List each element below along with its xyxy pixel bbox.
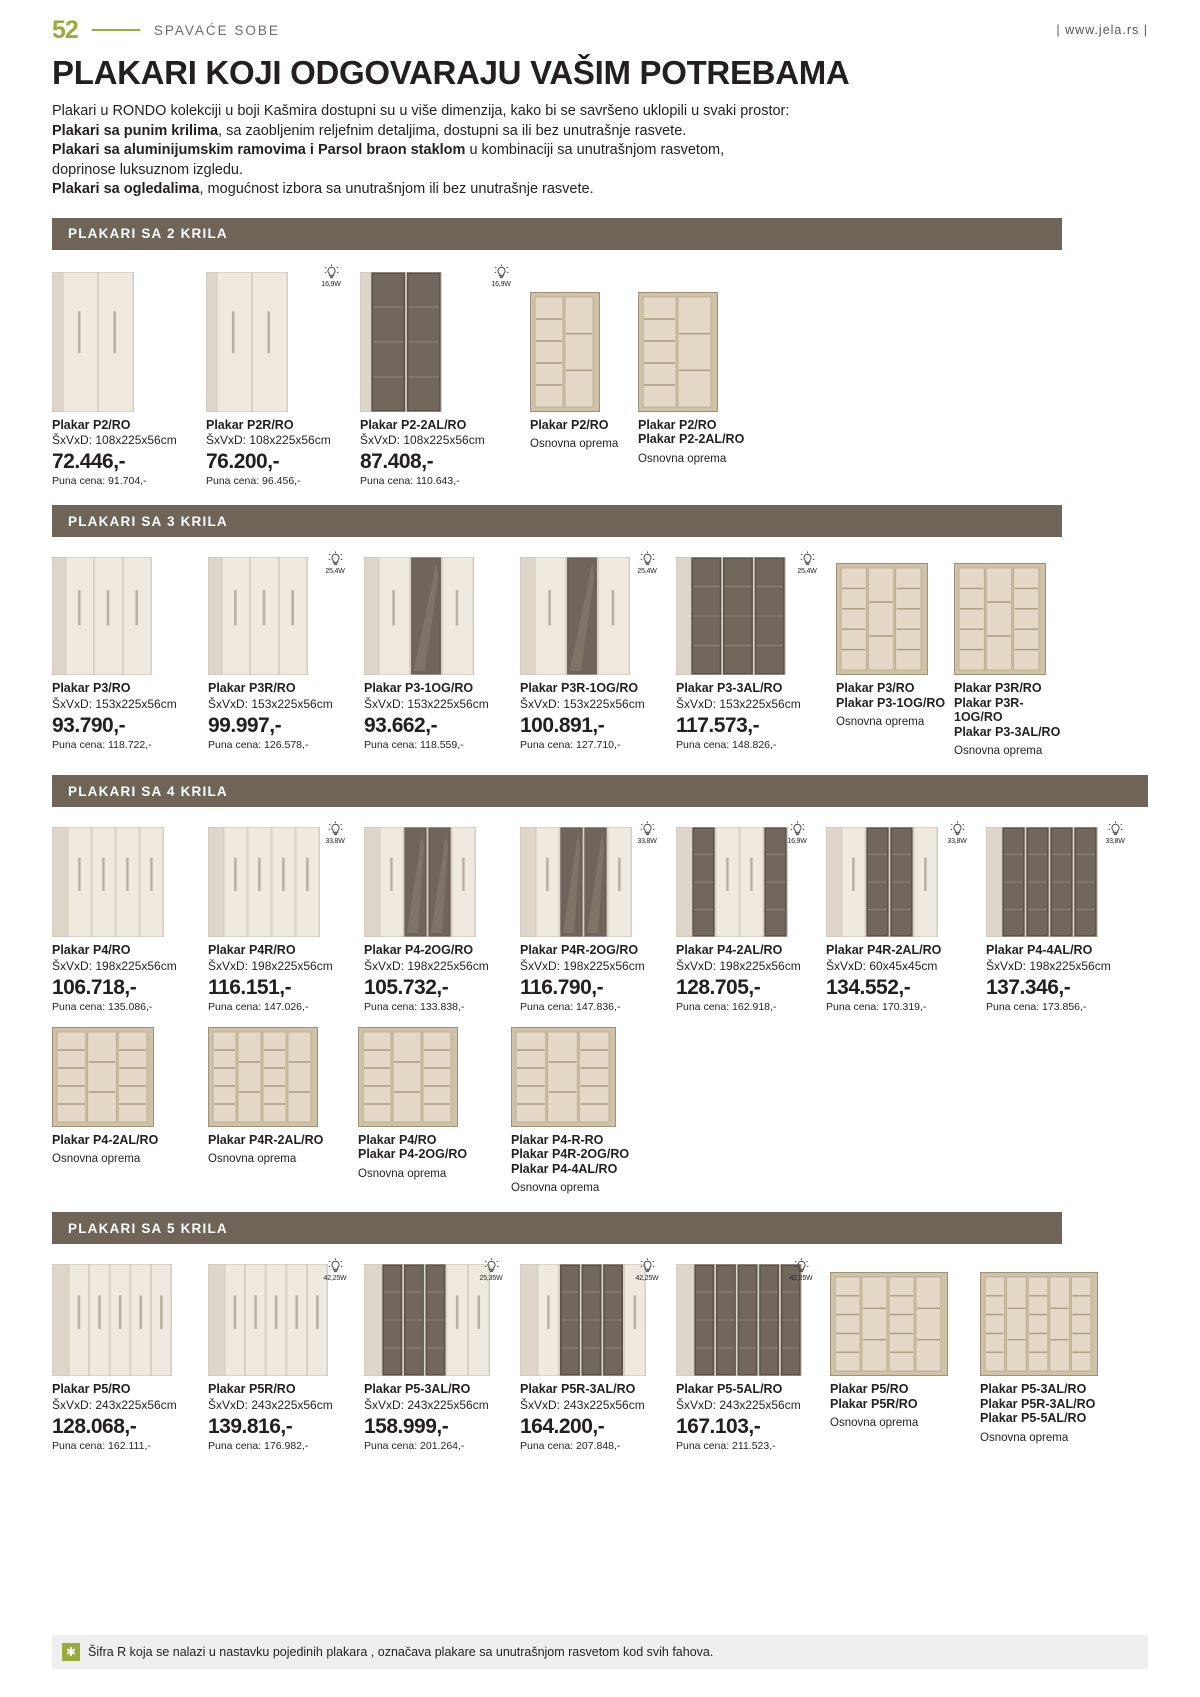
product-dimensions: ŠxVxD: 60x45x45cm <box>826 958 938 973</box>
product-row-3-doors <box>52 549 1148 757</box>
group-band-3-doors: PLAKARI SA 3 KRILA <box>52 505 1062 537</box>
product-name <box>52 681 200 696</box>
product-basic-equipment: Osnovna oprema <box>830 1417 919 1429</box>
product-card[interactable] <box>208 1256 356 1452</box>
product-name-line: Plakar P2/RO <box>638 417 717 432</box>
product-name-line: Plakar P3R-1OG/RO <box>520 681 639 695</box>
lamp-wattage: 25,4W <box>637 568 657 575</box>
product-caption <box>520 681 668 751</box>
lamp-icon <box>318 551 352 575</box>
product-caption <box>530 418 630 451</box>
product-image <box>208 1023 350 1127</box>
product-price: 106.718,- <box>52 975 137 999</box>
product-image <box>520 1256 668 1376</box>
product-image <box>520 819 668 937</box>
product-dimensions: ŠxVxD: 153x225x56cm <box>364 696 489 711</box>
product-card[interactable] <box>208 819 356 1013</box>
product-basic-equipment: Osnovna oprema <box>511 1182 600 1194</box>
footnote <box>52 1635 1148 1669</box>
product-basic-equipment: Osnovna oprema <box>638 452 727 465</box>
product-card[interactable] <box>511 1023 661 1195</box>
product-name-line: Plakar P4R-2AL/RO <box>826 943 942 957</box>
product-name <box>52 1382 200 1397</box>
product-price: 87.408,- <box>360 450 434 473</box>
product-card[interactable] <box>52 1256 200 1452</box>
product-caption <box>52 681 200 751</box>
product-caption <box>208 1382 356 1452</box>
product-dimensions: ŠxVxD: 108x225x56cm <box>52 433 177 447</box>
product-price: 167.103,- <box>676 1414 761 1438</box>
product-old-price: Puna cena: 118.722,- <box>52 738 152 751</box>
group-band-5-doors: PLAKARI SA 5 KRILA <box>52 1212 1062 1244</box>
product-old-price: Puna cena: 162.111,- <box>52 1439 151 1452</box>
intro-text <box>52 102 1148 200</box>
product-image <box>208 819 356 937</box>
product-name-line: Plakar P2/RO <box>530 417 609 432</box>
product-name <box>836 681 946 710</box>
product-name <box>511 1133 661 1177</box>
product-old-price: Puna cena: 96.456,- <box>206 475 301 487</box>
product-caption <box>830 1382 972 1429</box>
product-price: 93.662,- <box>364 713 438 737</box>
product-old-price: Puna cena: 91.704,- <box>52 475 147 487</box>
lamp-wattage: 33,8W <box>637 838 657 845</box>
product-name-line: Plakar P4-2OG/RO <box>358 1147 468 1161</box>
lamp-icon <box>630 551 664 575</box>
section-title: SPAVAĆE SOBE <box>153 22 280 38</box>
product-price: 128.068,- <box>52 1414 137 1438</box>
product-basic-equipment: Osnovna oprema <box>980 1431 1069 1444</box>
product-name <box>208 1133 350 1148</box>
product-price: 116.790,- <box>520 975 604 999</box>
product-name <box>980 1382 1100 1426</box>
product-image <box>52 819 200 937</box>
product-name-line: Plakar P3-3AL/RO <box>676 681 783 695</box>
product-caption <box>52 1382 200 1452</box>
product-name-line: Plakar P3/RO <box>836 681 915 695</box>
product-card[interactable] <box>360 262 522 488</box>
product-name-line: Plakar P2/RO <box>52 417 131 432</box>
product-old-price: Puna cena: 162.918,- <box>676 1000 777 1013</box>
product-image <box>364 549 512 675</box>
product-name-line: Plakar P4-R-RO <box>511 1132 604 1147</box>
product-name <box>520 1382 668 1397</box>
product-name-line: Plakar P5R/RO <box>208 1382 296 1396</box>
product-name-line: Plakar P5R-3AL/RO <box>980 1396 1096 1411</box>
product-card[interactable] <box>52 262 198 488</box>
product-caption <box>520 1382 668 1452</box>
product-image <box>986 819 1136 937</box>
lamp-wattage: 16,9W <box>491 280 511 288</box>
product-name <box>52 943 200 958</box>
lamp-icon <box>790 551 824 575</box>
product-row-2-doors <box>52 262 1148 488</box>
product-old-price: Puna cena: 201.264,- <box>364 1439 465 1452</box>
product-name-line: Plakar P5-3AL/RO <box>980 1382 1087 1396</box>
product-basic-equipment: Osnovna oprema <box>836 716 925 728</box>
product-name-line: Plakar P4/RO <box>52 943 131 957</box>
product-old-price: Puna cena: 147.026,- <box>208 1000 309 1013</box>
product-name-line: Plakar P3-1OG/RO <box>836 695 946 710</box>
intro-line-3 <box>52 141 1148 161</box>
product-dimensions: ŠxVxD: 153x225x56cm <box>520 696 645 711</box>
product-old-price: Puna cena: 126.578,- <box>208 738 309 751</box>
product-caption <box>208 681 356 751</box>
group-band-4-doors: PLAKARI SA 4 KRILA <box>52 775 1148 807</box>
product-dimensions: ŠxVxD: 198x225x56cm <box>520 958 645 973</box>
product-name <box>520 681 668 696</box>
product-name-line: Plakar P5/RO <box>830 1382 909 1396</box>
product-caption <box>52 418 198 488</box>
product-old-price: Puna cena: 135.086,- <box>52 1000 153 1013</box>
product-name <box>364 1382 512 1397</box>
lamp-icon <box>484 264 518 288</box>
product-name <box>208 681 356 696</box>
product-card[interactable] <box>676 1256 822 1452</box>
product-name-line: Plakar P4-2AL/RO <box>676 943 783 957</box>
product-caption <box>52 943 200 1013</box>
intro-line-5-rest: , mogućnost izbora sa unutrašnjom ili bez unutrašnje rasvete. <box>199 181 594 197</box>
product-caption <box>511 1133 661 1195</box>
product-basic-equipment: Osnovna oprema <box>530 438 619 450</box>
lamp-icon <box>630 1258 664 1282</box>
product-card[interactable] <box>676 819 818 1013</box>
product-name-line: Plakar P2R/RO <box>206 417 294 432</box>
product-name-line: Plakar P4R-2OG/RO <box>520 943 639 957</box>
product-caption <box>520 943 668 1013</box>
product-card[interactable] <box>980 1256 1100 1444</box>
product-name <box>826 943 978 958</box>
product-card[interactable] <box>830 1256 972 1429</box>
product-name-line: Plakar P5R/RO <box>830 1396 918 1411</box>
product-image <box>980 1256 1100 1376</box>
product-card[interactable] <box>364 549 512 751</box>
product-caption <box>52 1133 200 1166</box>
product-image <box>358 1023 503 1127</box>
lamp-wattage: 33,8W <box>947 838 967 845</box>
product-old-price: Puna cena: 110.643,- <box>360 475 460 487</box>
product-caption <box>638 418 758 465</box>
product-card[interactable] <box>986 819 1136 1013</box>
product-old-price: Puna cena: 211.523,- <box>676 1439 776 1452</box>
product-dimensions: ŠxVxD: 198x225x56cm <box>208 958 333 973</box>
product-image <box>676 1256 822 1376</box>
lamp-wattage: 33,8W <box>325 838 345 845</box>
product-name-line: Plakar P4R/RO <box>208 943 296 957</box>
product-card[interactable] <box>638 262 758 465</box>
product-old-price: Puna cena: 207.848,- <box>520 1439 621 1452</box>
product-caption <box>364 1382 512 1452</box>
intro-line-2-rest: , sa zaobljenim reljefnim detaljima, dostupni sa ili bez unutrašnje rasvete. <box>218 122 687 139</box>
lamp-icon <box>474 1258 508 1282</box>
product-dimensions: ŠxVxD: 198x225x56cm <box>986 958 1111 973</box>
product-image <box>206 262 352 412</box>
product-caption <box>358 1133 503 1180</box>
product-image <box>208 1256 356 1376</box>
product-name-line: Plakar P4R-2AL/RO <box>208 1132 324 1147</box>
product-name <box>208 1382 356 1397</box>
product-name-line: Plakar P4-2AL/RO <box>52 1132 159 1147</box>
product-name <box>676 681 828 696</box>
product-price: 100.891,- <box>520 713 605 737</box>
product-image <box>364 819 512 937</box>
product-image <box>360 262 522 412</box>
product-card[interactable] <box>826 819 978 1013</box>
product-name-line: Plakar P5/RO <box>52 1382 131 1396</box>
product-caption <box>364 943 512 1013</box>
product-name <box>364 681 512 696</box>
product-dimensions: ŠxVxD: 108x225x56cm <box>206 433 331 447</box>
product-price: 139.816,- <box>208 1414 293 1438</box>
product-price: 116.151,- <box>208 975 292 999</box>
product-card[interactable] <box>208 1023 350 1166</box>
product-dimensions: ŠxVxD: 198x225x56cm <box>364 958 489 973</box>
lamp-wattage: 16,9W <box>321 280 341 288</box>
product-dimensions: ŠxVxD: 153x225x56cm <box>676 696 801 711</box>
product-caption <box>208 943 356 1013</box>
lamp-icon <box>318 1258 352 1282</box>
product-image <box>954 549 1066 675</box>
product-name <box>52 418 198 433</box>
product-dimensions: ŠxVxD: 243x225x56cm <box>364 1397 489 1412</box>
product-price: 105.732,- <box>364 975 449 999</box>
product-caption <box>360 418 522 488</box>
star-icon: ✱ <box>62 1643 80 1661</box>
lamp-icon <box>1098 821 1132 845</box>
product-caption <box>826 943 978 1013</box>
product-name-line: Plakar P5-5AL/RO <box>980 1411 1087 1425</box>
product-card[interactable] <box>52 1023 200 1166</box>
product-row-4-doors <box>52 819 1148 1013</box>
product-image <box>52 1256 200 1376</box>
product-name <box>360 418 522 433</box>
product-caption <box>676 1382 822 1452</box>
product-old-price: Puna cena: 176.982,- <box>208 1439 309 1452</box>
product-name <box>676 943 818 958</box>
product-name-line: Plakar P5-3AL/RO <box>364 1382 471 1396</box>
intro-line-3-rest: u kombinaciji sa unutrašnjom rasvetom, <box>465 142 725 158</box>
product-name <box>520 943 668 958</box>
product-card[interactable] <box>364 819 512 1013</box>
product-row-5-doors <box>52 1256 1148 1452</box>
product-card[interactable] <box>206 262 352 488</box>
product-name-line: Plakar P4R-2OG/RO <box>511 1147 630 1161</box>
product-dimensions: ŠxVxD: 198x225x56cm <box>676 958 801 973</box>
product-name-line: Plakar P5R-3AL/RO <box>520 1382 636 1396</box>
product-name-line: Plakar P3R-1OG/RO <box>954 695 1024 724</box>
product-card[interactable] <box>520 819 668 1013</box>
product-old-price: Puna cena: 148.826,- <box>676 738 777 751</box>
group-band-2-doors: PLAKARI SA 2 KRILA <box>52 218 1062 250</box>
product-price: 99.997,- <box>208 713 282 737</box>
intro-line-1: Plakari u RONDO kolekciji u boji Kašmira dostupni su u više dimenzija, kako bi se savršeno uklopili u svaki prostor: <box>52 103 790 119</box>
product-image <box>52 1023 200 1127</box>
product-old-price: Puna cena: 173.856,- <box>986 1000 1087 1013</box>
product-image <box>520 549 668 675</box>
product-card[interactable] <box>52 819 200 1013</box>
product-old-price: Puna cena: 147.836,- <box>520 1000 621 1013</box>
product-name-line: Plakar P3R/RO <box>208 681 296 695</box>
product-card[interactable] <box>836 549 946 728</box>
intro-line-5 <box>52 180 1148 200</box>
product-dimensions: ŠxVxD: 153x225x56cm <box>52 696 177 711</box>
intro-line-2 <box>52 122 1148 142</box>
lamp-wattage: 25,4W <box>325 568 345 575</box>
product-image <box>208 549 356 675</box>
product-card[interactable] <box>358 1023 503 1180</box>
product-image <box>52 262 198 412</box>
product-price: 134.552,- <box>826 975 911 999</box>
product-name-line: Plakar P4-2OG/RO <box>364 943 474 957</box>
product-name <box>206 418 352 433</box>
product-name-line: Plakar P4-4AL/RO <box>511 1161 618 1176</box>
product-image <box>836 549 946 675</box>
product-name <box>52 1133 200 1148</box>
product-image <box>638 262 758 412</box>
product-name <box>986 943 1136 958</box>
product-price: 128.705,- <box>676 975 761 999</box>
product-price: 137.346,- <box>986 975 1071 999</box>
product-price: 76.200,- <box>206 450 280 473</box>
lamp-wattage: 25,4W <box>797 568 817 575</box>
product-name-line: Plakar P5-5AL/RO <box>676 1382 783 1396</box>
product-name <box>530 418 630 433</box>
product-basic-equipment: Osnovna oprema <box>358 1167 447 1180</box>
product-image <box>830 1256 972 1376</box>
product-old-price: Puna cena: 127.710,- <box>520 738 621 751</box>
product-dimensions: ŠxVxD: 243x225x56cm <box>52 1397 177 1412</box>
lamp-wattage: 16,9W <box>787 838 807 845</box>
lamp-icon <box>314 264 348 288</box>
product-caption <box>986 943 1136 1013</box>
product-name-line: Plakar P3-3AL/RO <box>954 724 1061 739</box>
lamp-wattage: 42,25W <box>635 1275 659 1282</box>
lamp-icon <box>780 821 814 845</box>
footnote-text: Šifra R koja se nalazi u nastavku pojedinih plakara , označava plakare sa unutrašnjom rasvetom kod svih fahova. <box>88 1645 714 1659</box>
product-card[interactable] <box>52 549 200 751</box>
intro-line-2-bold: Plakari sa punim krilima <box>52 122 219 139</box>
product-name <box>954 681 1066 739</box>
product-old-price: Puna cena: 170.319,- <box>826 1000 927 1013</box>
product-card[interactable] <box>676 549 828 751</box>
product-name-line: Plakar P3R/RO <box>954 681 1042 695</box>
product-name-line: Plakar P3-1OG/RO <box>364 681 474 695</box>
product-image <box>511 1023 661 1127</box>
lamp-icon <box>318 821 352 845</box>
product-name <box>638 418 758 447</box>
product-card[interactable] <box>364 1256 512 1452</box>
intro-line-5-bold: Plakari sa ogledalima <box>52 181 200 197</box>
product-name <box>358 1133 503 1162</box>
product-name-line: Plakar P4/RO <box>358 1132 437 1147</box>
product-card[interactable] <box>520 1256 668 1452</box>
product-caption <box>676 943 818 1013</box>
product-dimensions: ŠxVxD: 243x225x56cm <box>520 1397 645 1412</box>
product-card[interactable] <box>208 549 356 751</box>
product-basic-equipment: Osnovna oprema <box>208 1153 297 1165</box>
product-image <box>676 549 828 675</box>
product-image <box>530 262 630 412</box>
product-dimensions: ŠxVxD: 108x225x56cm <box>360 433 485 447</box>
product-caption <box>836 681 946 728</box>
product-image <box>364 1256 512 1376</box>
header-rule <box>92 29 140 31</box>
product-basic-equipment: Osnovna oprema <box>52 1153 141 1165</box>
product-card[interactable] <box>530 262 630 451</box>
product-caption <box>208 1133 350 1166</box>
product-card[interactable] <box>520 549 668 751</box>
product-caption <box>206 418 352 488</box>
lamp-wattage: 25,35W <box>479 1275 503 1282</box>
lamp-wattage: 42,25W <box>323 1275 347 1282</box>
lamp-icon <box>784 1258 818 1282</box>
lamp-icon <box>630 821 664 845</box>
product-caption <box>676 681 828 751</box>
product-basic-equipment: Osnovna oprema <box>954 745 1043 757</box>
product-name-line: Plakar P2-2AL/RO <box>360 417 467 432</box>
product-price: 164.200,- <box>520 1414 605 1438</box>
product-old-price: Puna cena: 118.559,- <box>364 738 464 751</box>
product-name <box>830 1382 972 1411</box>
product-name <box>364 943 512 958</box>
product-row-4-doors-interiors <box>52 1023 1148 1195</box>
lamp-wattage: 42,25W <box>789 1275 813 1282</box>
product-caption <box>954 681 1066 757</box>
product-price: 93.790,- <box>52 713 126 737</box>
product-image <box>52 549 200 675</box>
product-name <box>676 1382 822 1397</box>
product-name-line: Plakar P3/RO <box>52 681 131 695</box>
product-name <box>208 943 356 958</box>
product-old-price: Puna cena: 133.838,- <box>364 1000 465 1013</box>
product-price: 117.573,- <box>676 713 760 737</box>
page-header <box>52 0 1148 46</box>
product-dimensions: ŠxVxD: 243x225x56cm <box>208 1397 333 1412</box>
product-image <box>826 819 978 937</box>
product-price: 72.446,- <box>52 450 126 473</box>
product-caption <box>364 681 512 751</box>
intro-line-3-bold: Plakari sa aluminijumskim ramovima i Parsol braon staklom <box>52 142 466 158</box>
product-price: 158.999,- <box>364 1414 449 1438</box>
lamp-wattage: 33,8W <box>1105 838 1125 845</box>
product-name-line: Plakar P2-2AL/RO <box>638 432 745 446</box>
product-name-line: Plakar P4-4AL/RO <box>986 943 1093 957</box>
product-caption <box>980 1382 1100 1444</box>
product-image <box>676 819 818 937</box>
product-card[interactable] <box>954 549 1066 757</box>
page-number: 52 <box>52 15 78 44</box>
lamp-icon <box>940 821 974 845</box>
intro-line-4: doprinose luksuznom izgledu. <box>52 161 244 178</box>
page-title: PLAKARI KOJI ODGOVARAJU VAŠIM POTREBAMA <box>52 54 850 91</box>
product-dimensions: ŠxVxD: 243x225x56cm <box>676 1397 801 1412</box>
product-dimensions: ŠxVxD: 198x225x56cm <box>52 958 177 973</box>
product-dimensions: ŠxVxD: 153x225x56cm <box>208 696 333 711</box>
website-url: | www.jela.rs | <box>1056 23 1148 37</box>
